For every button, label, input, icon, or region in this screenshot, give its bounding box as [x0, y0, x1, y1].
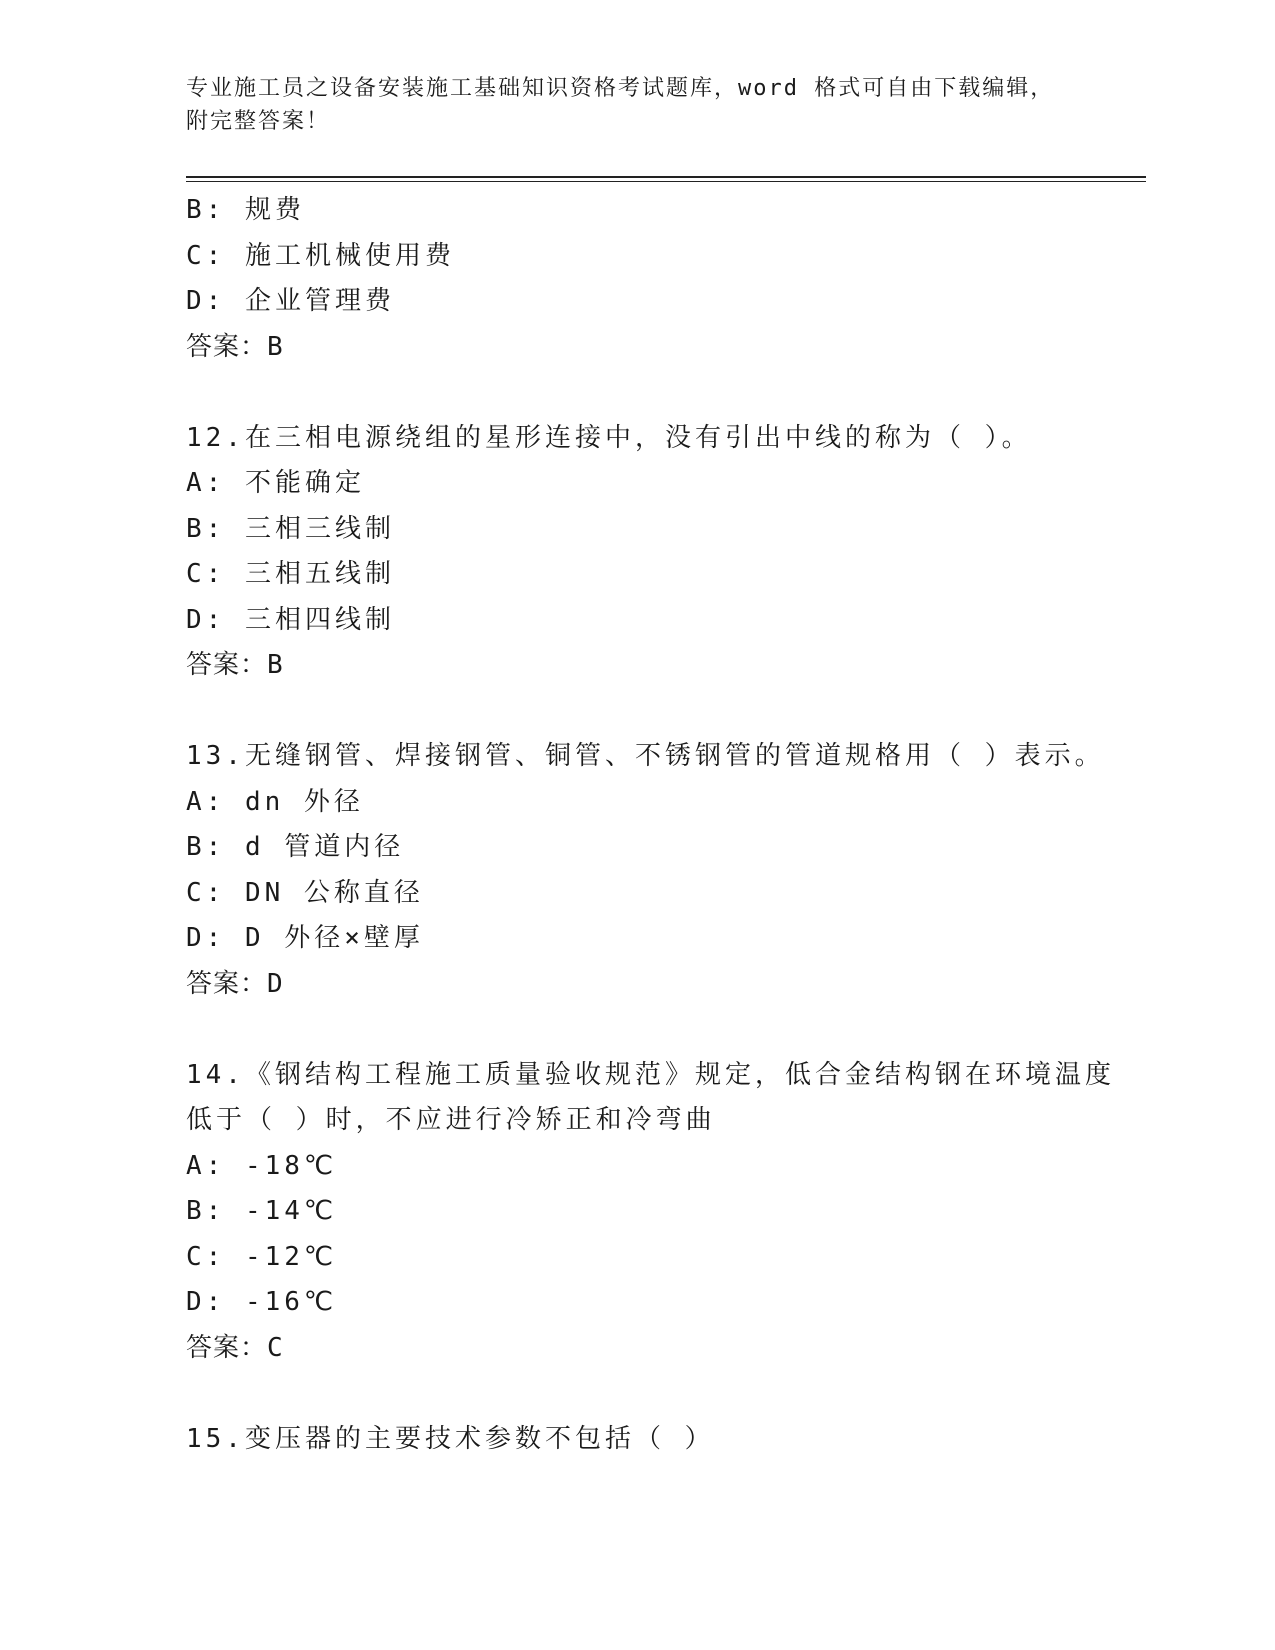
option-c: C: -12℃ — [186, 1241, 338, 1272]
option-b: B: -14℃ — [186, 1196, 338, 1226]
answer-label: 答案： — [186, 331, 268, 362]
option-c: C: 施工机械使用费 — [186, 240, 455, 271]
option-d: D: 三相四线制 — [186, 604, 395, 635]
answer-line — [186, 962, 1146, 1008]
question-13 — [186, 734, 1146, 1007]
option-c: C: DN 公称直径 — [186, 877, 424, 908]
answer-line — [186, 1326, 1146, 1372]
question-15 — [186, 1417, 1146, 1463]
answer-label: 答案： — [186, 650, 268, 680]
question-stem-line-1: 14.《钢结构工程施工质量验收规范》规定，低合金结构钢在环境温度 — [186, 1059, 1115, 1090]
answer-label: 答案： — [186, 1332, 268, 1363]
question-stem: 12.在三相电源绕组的星形连接中，没有引出中线的称为（ ）。 — [186, 422, 1032, 453]
question-11-tail — [186, 188, 1146, 370]
question-stem-line-2: 低于（ ）时，不应进行冷矫正和冷弯曲 — [186, 1105, 716, 1135]
option-b: B: 规费 — [186, 195, 305, 225]
answer-value: D — [267, 968, 284, 999]
answer-value: B — [267, 650, 284, 680]
answer-value: B — [267, 331, 284, 362]
option-a: A: 不能确定 — [186, 468, 365, 498]
question-14 — [186, 1053, 1146, 1372]
option-b: B: 三相三线制 — [186, 513, 395, 544]
option-d: D: D 外径×壁厚 — [186, 923, 424, 953]
header-divider-thin — [186, 181, 1146, 182]
option-b: B: d 管道内径 — [186, 832, 405, 862]
option-d: D: 企业管理费 — [186, 286, 395, 316]
option-d: D: -16℃ — [186, 1287, 338, 1317]
answer-line — [186, 643, 1146, 689]
option-a: A: -18℃ — [186, 1150, 338, 1181]
header-divider-thick — [186, 176, 1146, 178]
question-12 — [186, 416, 1146, 689]
header-line-2: 附完整答案！ — [186, 109, 331, 134]
option-a: A: dn 外径 — [186, 786, 364, 817]
question-stem: 15.变压器的主要技术参数不包括（ ） — [186, 1423, 715, 1454]
option-c: C: 三相五线制 — [186, 559, 395, 589]
header-line-1: 专业施工员之设备安装施工基础知识资格考试题库，word 格式可自由下载编辑， — [186, 76, 1055, 101]
answer-value: C — [267, 1332, 284, 1363]
question-stem: 13.无缝钢管、焊接钢管、铜管、不锈钢管的管道规格用（ ）表示。 — [186, 741, 1105, 771]
answer-line — [186, 325, 1146, 371]
question-list — [186, 188, 1146, 1462]
answer-label: 答案： — [186, 968, 268, 999]
document-header — [186, 72, 1086, 138]
